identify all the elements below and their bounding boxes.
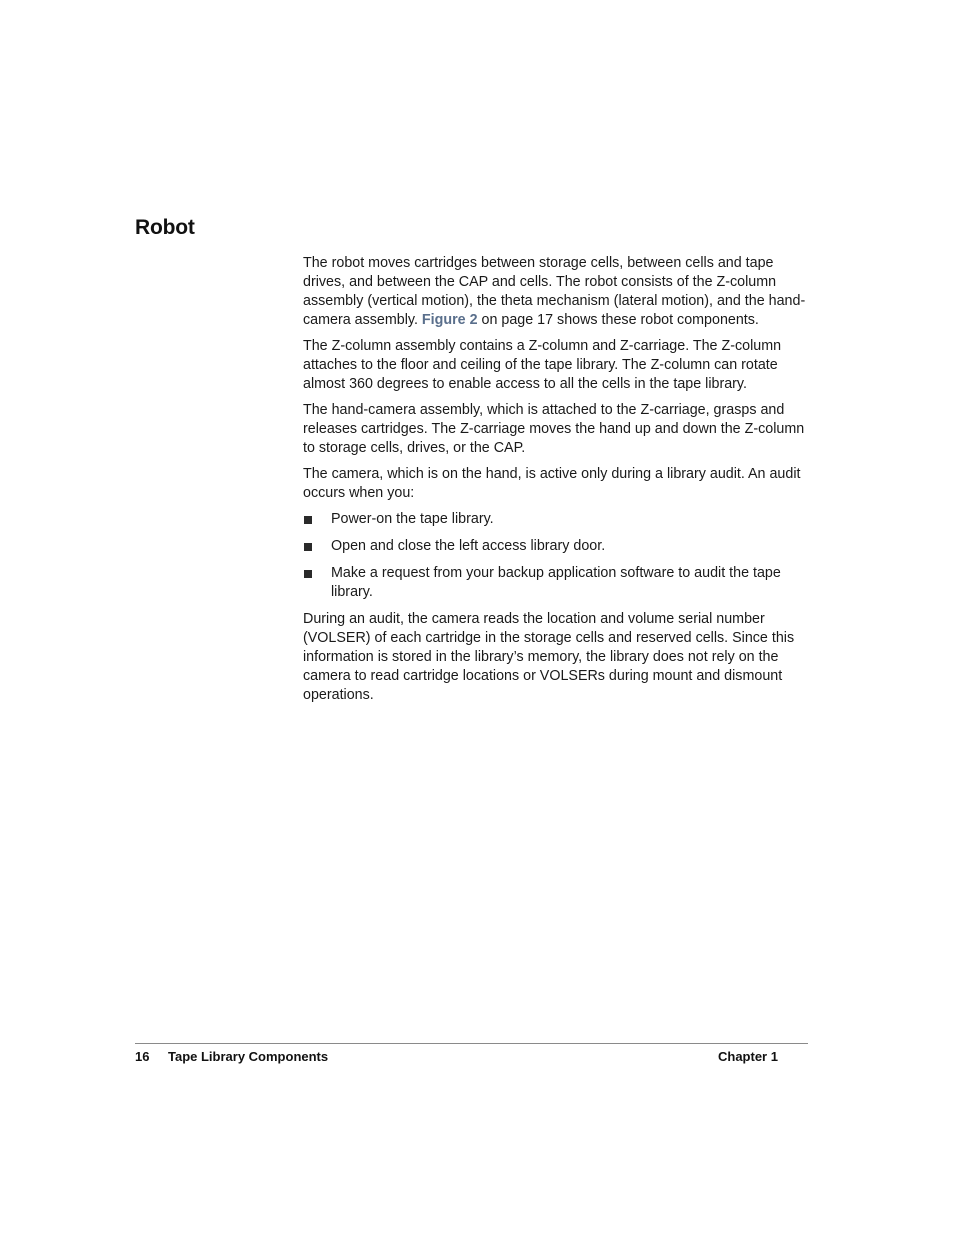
- paragraph-camera-audit: The camera, which is on the hand, is active only during a library audit. An audit occurs when you:: [303, 466, 801, 501]
- paragraph-z-column: The Z-column assembly contains a Z-column and Z-carriage. The Z-column attaches to the floor and ceiling of the tape library. The Z-column can rotate almost 360 degrees to enable access to all the cells in the tape library.: [303, 338, 782, 392]
- list-item: [303, 510, 813, 529]
- list-item-text: Open and close the left access library door.: [331, 538, 606, 554]
- paragraph-audit-details: During an audit, the camera reads the location and volume serial number (VOLSER) of each cartridge in the storage cells and reserved cells. Since this information is stored in the library’s memory, the library does not rely on the camera to read cartridge locations or VOLSERs during mount and dismount operations.: [303, 611, 795, 703]
- paragraph-robot-overview: [303, 254, 813, 330]
- paragraph-hand-camera: The hand-camera assembly, which is attached to the Z-carriage, grasps and releases cartridges. The Z-carriage moves the hand up and down the Z-column to storage cells, drives, or the CAP.: [303, 402, 805, 456]
- square-bullet-icon: [304, 543, 312, 551]
- footer-divider: [135, 1043, 808, 1044]
- list-item-text: Power-on the tape library.: [331, 511, 494, 527]
- square-bullet-icon: [304, 516, 312, 524]
- section-heading: Robot: [135, 216, 195, 239]
- page-number: 16: [135, 1049, 150, 1064]
- audit-trigger-list: [303, 510, 813, 602]
- list-item-text: Make a request from your backup application software to audit the tape library.: [331, 565, 781, 600]
- footer-chapter-label: Chapter 1: [718, 1049, 778, 1064]
- square-bullet-icon: [304, 570, 312, 578]
- footer-left: [135, 1049, 328, 1064]
- paragraph-text: The robot moves cartridges between storage cells, between cells and tape drives, and between the CAP and cells. The robot consists of the Z-column assembly (vertical motion), the theta mechanism (lateral motion), and the hand-camera assembly.: [303, 255, 806, 328]
- list-item: [303, 537, 813, 556]
- paragraph-text: on page 17 shows these robot components.: [477, 312, 759, 328]
- figure-2-cross-reference-link[interactable]: Figure 2: [421, 312, 478, 328]
- list-item: [303, 564, 813, 602]
- footer-chapter-title: Tape Library Components: [168, 1049, 329, 1064]
- body-text-column: [303, 254, 813, 712]
